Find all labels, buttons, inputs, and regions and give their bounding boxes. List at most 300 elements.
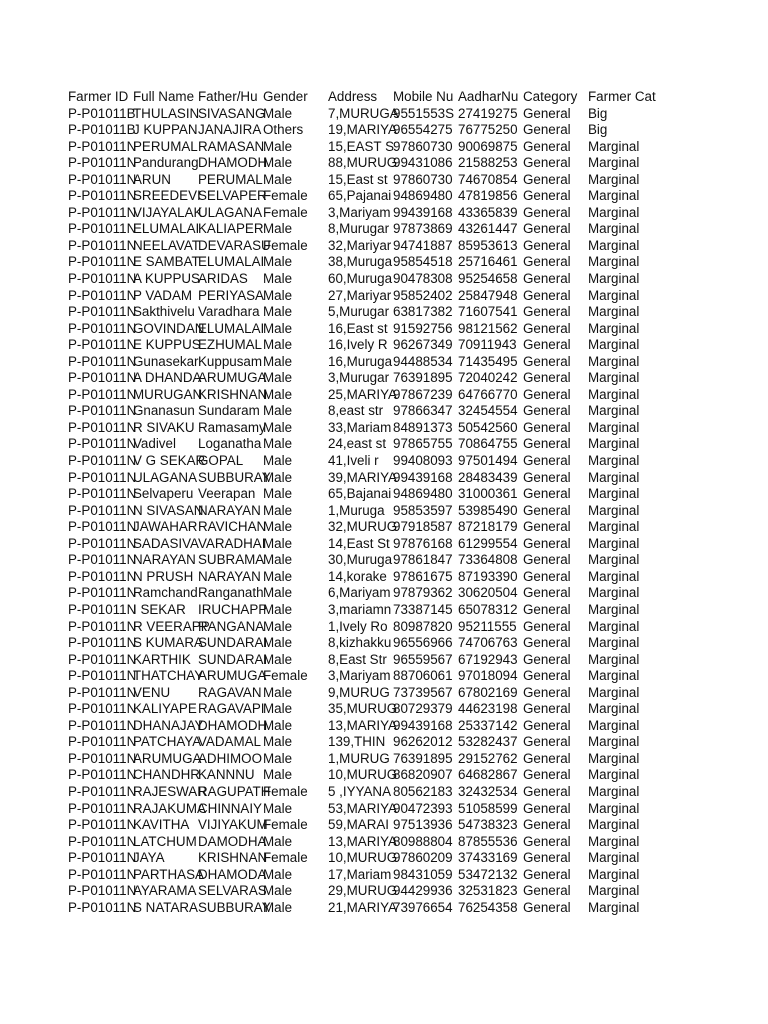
cell-address[interactable]: 16,Ively R [328,337,388,353]
cell-category[interactable]: General [523,237,571,253]
cell-father-husband[interactable]: CHINNAIY [198,800,262,816]
cell-gender[interactable]: Female [263,188,308,204]
cell-category[interactable]: General [523,138,571,154]
cell-mobile[interactable]: 97860730 [393,138,453,154]
cell-mobile[interactable]: 76391895 [393,370,453,386]
cell-full-name[interactable]: R VEERAPP [133,618,210,634]
cell-father-husband[interactable]: DEVARASU [198,237,271,253]
cell-address[interactable]: 27,Mariyar [328,287,392,303]
cell-gender[interactable]: Male [263,519,293,535]
cell-mobile[interactable]: 97873869 [393,221,453,237]
cell-gender[interactable]: Male [263,568,293,584]
cell-farmer-category[interactable]: Marginal [588,304,640,320]
cell-aadhar[interactable]: 37433169 [458,850,518,866]
cell-category[interactable]: General [523,469,571,485]
cell-farmer-id[interactable]: P-P01011N [68,188,137,204]
cell-farmer-id[interactable]: P-P01011N [68,287,137,303]
cell-category[interactable]: General [523,800,571,816]
cell-farmer-id[interactable]: P-P01011N [68,453,137,469]
cell-father-husband[interactable]: SUBRAMA [198,552,265,568]
cell-farmer-category[interactable]: Marginal [588,651,640,667]
cell-aadhar[interactable]: 51058599 [458,800,518,816]
cell-full-name[interactable]: Gnanasun [133,403,195,419]
cell-farmer-id[interactable]: P-P01011N [68,502,137,518]
cell-farmer-id[interactable]: P-P01011N [68,386,137,402]
cell-address[interactable]: 53,MARIYA [328,800,397,816]
cell-farmer-category[interactable]: Marginal [588,155,640,171]
cell-farmer-id[interactable]: P-P01011N [68,734,137,750]
cell-address[interactable]: 3,Murugar [328,370,390,386]
cell-full-name[interactable]: RAJAKUMA [133,800,206,816]
cell-farmer-id[interactable]: P-P01011N [68,171,137,187]
cell-farmer-id[interactable]: P-P01011N [68,684,137,700]
cell-category[interactable]: General [523,734,571,750]
cell-full-name[interactable]: A KUPPUS [133,271,200,287]
cell-farmer-category[interactable]: Marginal [588,287,640,303]
cell-address[interactable]: 15,East st [328,171,388,187]
cell-gender[interactable]: Male [263,899,293,915]
cell-category[interactable]: General [523,767,571,783]
cell-father-husband[interactable]: SUBBURAY [198,469,271,485]
cell-full-name[interactable]: P VADAM [133,287,193,303]
header-category[interactable]: Category [523,89,578,104]
cell-address[interactable]: 65,Pajanai [328,188,392,204]
cell-aadhar[interactable]: 50542560 [458,419,518,435]
cell-full-name[interactable]: S NATARA [133,899,198,915]
cell-father-husband[interactable]: SELVAPER [198,188,267,204]
cell-farmer-category[interactable]: Marginal [588,436,640,452]
cell-full-name[interactable]: KALIYAPE [133,701,197,717]
cell-mobile[interactable]: 91592756 [393,320,453,336]
cell-aadhar[interactable]: 43365839 [458,204,518,220]
cell-category[interactable]: General [523,883,571,899]
cell-farmer-id[interactable]: P-P01011N [68,651,137,667]
cell-category[interactable]: General [523,502,571,518]
cell-full-name[interactable]: N SIVASAN [133,502,204,518]
cell-mobile[interactable]: 97861847 [393,552,453,568]
cell-gender[interactable]: Male [263,287,293,303]
cell-farmer-id[interactable]: P-P01011N [68,436,137,452]
cell-mobile[interactable]: 94429936 [393,883,453,899]
cell-gender[interactable]: Male [263,304,293,320]
cell-category[interactable]: General [523,386,571,402]
cell-gender[interactable]: Male [263,684,293,700]
cell-father-husband[interactable]: RAGUPATH [198,783,271,799]
cell-address[interactable]: 9,MURUG [328,684,390,700]
cell-address[interactable]: 60,Muruga [328,271,393,287]
cell-father-husband[interactable]: Kuppusam [198,353,263,369]
cell-gender[interactable]: Male [263,618,293,634]
cell-full-name[interactable]: DHANAJAY [133,717,204,733]
cell-gender[interactable]: Male [263,651,293,667]
cell-address[interactable]: 21,MARIYA [328,899,397,915]
cell-full-name[interactable]: JAWAHAR [133,519,198,535]
cell-father-husband[interactable]: SUNDARAI [198,651,268,667]
cell-address[interactable]: 17,Mariam [328,866,392,882]
cell-gender[interactable]: Male [263,271,293,287]
cell-farmer-id[interactable]: P-P01011N [68,535,137,551]
cell-father-husband[interactable]: KANNNU [198,767,255,783]
cell-full-name[interactable]: VENU [133,684,171,700]
cell-gender[interactable]: Male [263,105,293,121]
cell-farmer-category[interactable]: Marginal [588,866,640,882]
cell-father-husband[interactable]: VARADHAI [198,535,266,551]
cell-category[interactable]: General [523,419,571,435]
cell-farmer-id[interactable]: P-P01011N [68,717,137,733]
cell-address[interactable]: 5 ,IYYANA [328,783,392,799]
cell-mobile[interactable]: 73387145 [393,601,453,617]
cell-mobile[interactable]: 97867239 [393,386,453,402]
cell-category[interactable]: General [523,519,571,535]
cell-farmer-category[interactable]: Marginal [588,519,640,535]
cell-gender[interactable]: Male [263,386,293,402]
cell-father-husband[interactable]: DAMODHA [198,833,267,849]
cell-gender[interactable]: Male [263,800,293,816]
cell-category[interactable]: General [523,651,571,667]
cell-father-husband[interactable]: Ramasamy [198,419,266,435]
cell-farmer-id[interactable]: P-P01011N [68,817,137,833]
cell-aadhar[interactable]: 71435495 [458,353,518,369]
cell-address[interactable]: 3,Mariyam [328,668,391,684]
cell-address[interactable]: 39,MARIYA [328,469,397,485]
cell-aadhar[interactable]: 67802169 [458,684,518,700]
cell-farmer-category[interactable]: Marginal [588,701,640,717]
cell-aadhar[interactable]: 53472132 [458,866,518,882]
header-address[interactable]: Address [328,89,378,104]
cell-farmer-id[interactable]: P-P01011B [68,105,136,121]
cell-mobile[interactable]: 94741887 [393,237,453,253]
cell-mobile[interactable]: 96554275 [393,122,453,138]
cell-gender[interactable]: Male [263,866,293,882]
cell-mobile[interactable]: 99431086 [393,155,453,171]
cell-full-name[interactable]: PARTHASA [133,866,204,882]
cell-full-name[interactable]: ULAGANA [133,469,197,485]
cell-farmer-category[interactable]: Marginal [588,635,640,651]
cell-gender[interactable]: Male [263,767,293,783]
cell-farmer-id[interactable]: P-P01011N [68,668,137,684]
cell-farmer-id[interactable]: P-P01011N [68,237,137,253]
cell-father-husband[interactable]: SELVARAS [198,883,267,899]
cell-farmer-category[interactable]: Marginal [588,502,640,518]
cell-farmer-id[interactable]: P-P01011N [68,519,137,535]
cell-farmer-category[interactable]: Marginal [588,453,640,469]
cell-father-husband[interactable]: ELUMALAI [198,320,265,336]
cell-full-name[interactable]: Sakthivelu [133,304,195,320]
cell-address[interactable]: 1,Ively Ro [328,618,388,634]
cell-gender[interactable]: Male [263,320,293,336]
cell-address[interactable]: 24,east st [328,436,387,452]
cell-farmer-id[interactable]: P-P01011N [68,899,137,915]
cell-father-husband[interactable]: SUNDARAI [198,635,268,651]
cell-gender[interactable]: Male [263,535,293,551]
cell-farmer-id[interactable]: P-P01011N [68,486,137,502]
cell-father-husband[interactable]: Sundaram [198,403,260,419]
cell-father-husband[interactable]: EZHUMAL [198,337,262,353]
cell-gender[interactable]: Female [263,204,308,220]
cell-full-name[interactable]: Pandurang [133,155,199,171]
cell-address[interactable]: 35,MURUG [328,701,398,717]
cell-aadhar[interactable]: 71607541 [458,304,518,320]
cell-category[interactable]: General [523,254,571,270]
cell-father-husband[interactable]: IRUCHAPP [198,601,268,617]
cell-mobile[interactable]: 73739567 [393,684,453,700]
cell-full-name[interactable]: THATCHAY [133,668,204,684]
cell-farmer-id[interactable]: P-P01011N [68,783,137,799]
cell-farmer-id[interactable]: P-P01011N [68,800,137,816]
cell-farmer-id[interactable]: P-P01011N [68,353,137,369]
cell-category[interactable]: General [523,171,571,187]
cell-mobile[interactable]: 80987820 [393,618,453,634]
cell-aadhar[interactable]: 31000361 [458,486,518,502]
cell-full-name[interactable]: PERUMAL [133,138,198,154]
cell-aadhar[interactable]: 44623198 [458,701,518,717]
cell-aadhar[interactable]: 87855536 [458,833,518,849]
cell-full-name[interactable]: NARAYAN [133,552,196,568]
cell-farmer-id[interactable]: P-P01011N [68,601,137,617]
cell-aadhar[interactable]: 53282437 [458,734,518,750]
cell-mobile[interactable]: 63817382 [393,304,453,320]
cell-father-husband[interactable]: PERIYASA [198,287,264,303]
cell-aadhar[interactable]: 76254358 [458,899,518,915]
cell-aadhar[interactable]: 73364808 [458,552,518,568]
cell-full-name[interactable]: Gunasekar [133,353,199,369]
cell-farmer-category[interactable]: Big [588,122,608,138]
cell-aadhar[interactable]: 65078312 [458,601,518,617]
cell-gender[interactable]: Male [263,502,293,518]
cell-gender[interactable]: Others [263,122,304,138]
cell-mobile[interactable]: 99439168 [393,469,453,485]
cell-farmer-category[interactable]: Marginal [588,899,640,915]
cell-category[interactable]: General [523,403,571,419]
cell-farmer-category[interactable]: Marginal [588,568,640,584]
cell-farmer-category[interactable]: Marginal [588,188,640,204]
cell-full-name[interactable]: Vadivel [133,436,176,452]
cell-aadhar[interactable]: 74670854 [458,171,518,187]
cell-gender[interactable]: Male [263,353,293,369]
cell-farmer-category[interactable]: Marginal [588,337,640,353]
cell-farmer-id[interactable]: P-P01011N [68,204,137,220]
cell-category[interactable]: General [523,783,571,799]
cell-address[interactable]: 15,EAST S [328,138,394,154]
cell-farmer-category[interactable]: Marginal [588,535,640,551]
cell-mobile[interactable]: 99439168 [393,204,453,220]
cell-father-husband[interactable]: SIVASANG [198,105,266,121]
cell-father-husband[interactable]: RAMASAN [198,138,265,154]
cell-father-husband[interactable]: GOPAL [198,453,244,469]
cell-aadhar[interactable]: 74706763 [458,635,518,651]
cell-gender[interactable]: Female [263,783,308,799]
cell-aadhar[interactable]: 32454554 [458,403,518,419]
cell-father-husband[interactable]: SUBBURAY [198,899,271,915]
cell-father-husband[interactable]: RANGANA [198,618,265,634]
cell-farmer-category[interactable]: Marginal [588,171,640,187]
cell-farmer-category[interactable]: Marginal [588,237,640,253]
header-father-husband[interactable]: Father/Hu [198,89,258,104]
cell-gender[interactable]: Male [263,701,293,717]
cell-full-name[interactable]: V G SEKAR [133,453,206,469]
cell-farmer-category[interactable]: Marginal [588,833,640,849]
cell-category[interactable]: General [523,221,571,237]
cell-farmer-id[interactable]: P-P01011N [68,304,137,320]
cell-address[interactable]: 13,MARIYA [328,833,397,849]
cell-gender[interactable]: Male [263,486,293,502]
cell-aadhar[interactable]: 67192943 [458,651,518,667]
cell-farmer-category[interactable]: Marginal [588,370,640,386]
cell-full-name[interactable]: Ramchand [133,585,198,601]
cell-address[interactable]: 7,MURUGA [328,105,399,121]
cell-mobile[interactable]: 84891373 [393,419,453,435]
cell-gender[interactable]: Male [263,734,293,750]
cell-gender[interactable]: Female [263,817,308,833]
cell-address[interactable]: 8,east str [328,403,384,419]
cell-full-name[interactable]: SADASIVA [133,535,199,551]
cell-mobile[interactable]: 80988804 [393,833,453,849]
cell-category[interactable]: General [523,552,571,568]
cell-mobile[interactable]: 94488534 [393,353,453,369]
cell-address[interactable]: 32,Mariyar [328,237,392,253]
cell-farmer-id[interactable]: P-P01011N [68,271,137,287]
cell-address[interactable]: 14,korake [328,568,387,584]
cell-full-name[interactable]: R SIVAKU [133,419,195,435]
cell-father-husband[interactable]: NARAYAN [198,502,261,518]
cell-aadhar[interactable]: 70864755 [458,436,518,452]
cell-farmer-category[interactable]: Marginal [588,618,640,634]
cell-address[interactable]: 5,Murugar [328,304,390,320]
cell-full-name[interactable]: Selvaperu [133,486,194,502]
cell-farmer-id[interactable]: P-P01011N [68,883,137,899]
cell-address[interactable]: 10,MURUG [328,850,398,866]
cell-category[interactable]: General [523,436,571,452]
cell-full-name[interactable]: E KUPPUS [133,337,201,353]
cell-gender[interactable]: Male [263,635,293,651]
cell-mobile[interactable]: 96267349 [393,337,453,353]
header-mobile[interactable]: Mobile Nu [393,89,454,104]
cell-address[interactable]: 29,MURUG [328,883,398,899]
cell-address[interactable]: 1,Muruga [328,502,385,518]
cell-mobile[interactable]: 94869480 [393,188,453,204]
cell-address[interactable]: 3,mariamn [328,601,392,617]
header-farmer-id[interactable]: Farmer ID [68,89,129,104]
cell-father-husband[interactable]: Loganatha [198,436,262,452]
cell-aadhar[interactable]: 64682867 [458,767,518,783]
cell-farmer-id[interactable]: P-P01011N [68,254,137,270]
cell-category[interactable]: General [523,320,571,336]
cell-farmer-id[interactable]: P-P01011N [68,568,137,584]
cell-gender[interactable]: Male [263,469,293,485]
cell-father-husband[interactable]: KALIAPER [198,221,264,237]
cell-category[interactable]: General [523,337,571,353]
cell-category[interactable]: General [523,568,571,584]
cell-father-husband[interactable]: RAGAVAPI [198,701,265,717]
cell-full-name[interactable]: PATCHAYA [133,734,202,750]
cell-full-name[interactable]: ELUMALAI [133,221,200,237]
cell-full-name[interactable]: ARUN [133,171,171,187]
cell-aadhar[interactable]: 64766770 [458,386,518,402]
cell-full-name[interactable]: KARTHIK [133,651,191,667]
cell-mobile[interactable]: 98431059 [393,866,453,882]
cell-address[interactable]: 14,East St [328,535,390,551]
cell-father-husband[interactable]: ARIDAS [198,271,248,287]
cell-full-name[interactable]: ARUMUGA [133,750,202,766]
cell-father-husband[interactable]: Veerapan [198,486,256,502]
cell-address[interactable]: 33,Mariam [328,419,392,435]
cell-full-name[interactable]: KAVITHA [133,817,190,833]
cell-address[interactable]: 13,MARIYA [328,717,397,733]
cell-father-husband[interactable]: RAVICHAN [198,519,267,535]
cell-gender[interactable]: Male [263,717,293,733]
cell-mobile[interactable]: 88706061 [393,668,453,684]
cell-farmer-id[interactable]: P-P01011N [68,618,137,634]
cell-father-husband[interactable]: ARUMUGA [198,668,267,684]
cell-farmer-category[interactable]: Marginal [588,717,640,733]
cell-aadhar[interactable]: 61299554 [458,535,518,551]
cell-gender[interactable]: Male [263,585,293,601]
cell-father-husband[interactable]: VIJIYAKUM [198,817,268,833]
cell-farmer-category[interactable]: Marginal [588,486,640,502]
cell-category[interactable]: General [523,353,571,369]
cell-mobile[interactable]: 96262012 [393,734,453,750]
cell-farmer-category[interactable]: Marginal [588,684,640,700]
cell-category[interactable]: General [523,668,571,684]
cell-mobile[interactable]: 95853597 [393,502,453,518]
cell-aadhar[interactable]: 98121562 [458,320,518,336]
cell-aadhar[interactable]: 25337142 [458,717,518,733]
cell-category[interactable]: General [523,899,571,915]
cell-address[interactable]: 16,East st [328,320,388,336]
header-full-name[interactable]: Full Name [133,89,195,104]
cell-category[interactable]: General [523,817,571,833]
cell-address[interactable]: 65,Bajanai [328,486,392,502]
cell-father-husband[interactable]: DHAMODH [198,717,268,733]
cell-category[interactable]: General [523,453,571,469]
cell-category[interactable]: General [523,585,571,601]
cell-address[interactable]: 8,kizhakku [328,635,392,651]
cell-farmer-category[interactable]: Marginal [588,254,640,270]
cell-address[interactable]: 25,MARIYA [328,386,397,402]
cell-farmer-category[interactable]: Marginal [588,403,640,419]
cell-aadhar[interactable]: 21588253 [458,155,518,171]
cell-gender[interactable]: Female [263,237,308,253]
cell-full-name[interactable]: AYARAMA [133,883,197,899]
cell-farmer-category[interactable]: Marginal [588,138,640,154]
cell-aadhar[interactable]: 27419275 [458,105,518,121]
header-farmer-category[interactable]: Farmer Cat [588,89,656,104]
cell-farmer-id[interactable]: P-P01011N [68,585,137,601]
cell-father-husband[interactable]: VADAMAL [198,734,262,750]
cell-address[interactable]: 1,MURUG [328,750,390,766]
cell-farmer-category[interactable]: Marginal [588,783,640,799]
cell-mobile[interactable]: 95852402 [393,287,453,303]
cell-category[interactable]: General [523,304,571,320]
cell-address[interactable]: 139,THIN [328,734,386,750]
cell-full-name[interactable]: VIJAYALAK [133,204,203,220]
cell-category[interactable]: General [523,486,571,502]
cell-mobile[interactable]: 90472393 [393,800,453,816]
cell-farmer-id[interactable]: P-P01011N [68,552,137,568]
cell-father-husband[interactable]: KRISHNAN [198,850,268,866]
cell-farmer-id[interactable]: P-P01011N [68,701,137,717]
cell-address[interactable]: 16,Muruga [328,353,393,369]
cell-mobile[interactable]: 97860209 [393,850,453,866]
cell-full-name[interactable]: RAJESWAR [133,783,207,799]
cell-mobile[interactable]: 95854518 [393,254,453,270]
cell-farmer-category[interactable]: Marginal [588,386,640,402]
cell-mobile[interactable]: 99439168 [393,717,453,733]
cell-father-husband[interactable]: Varadhara [198,304,260,320]
cell-gender[interactable]: Male [263,601,293,617]
cell-address[interactable]: 59,MARAI [328,817,390,833]
cell-aadhar[interactable]: 32531823 [458,883,518,899]
